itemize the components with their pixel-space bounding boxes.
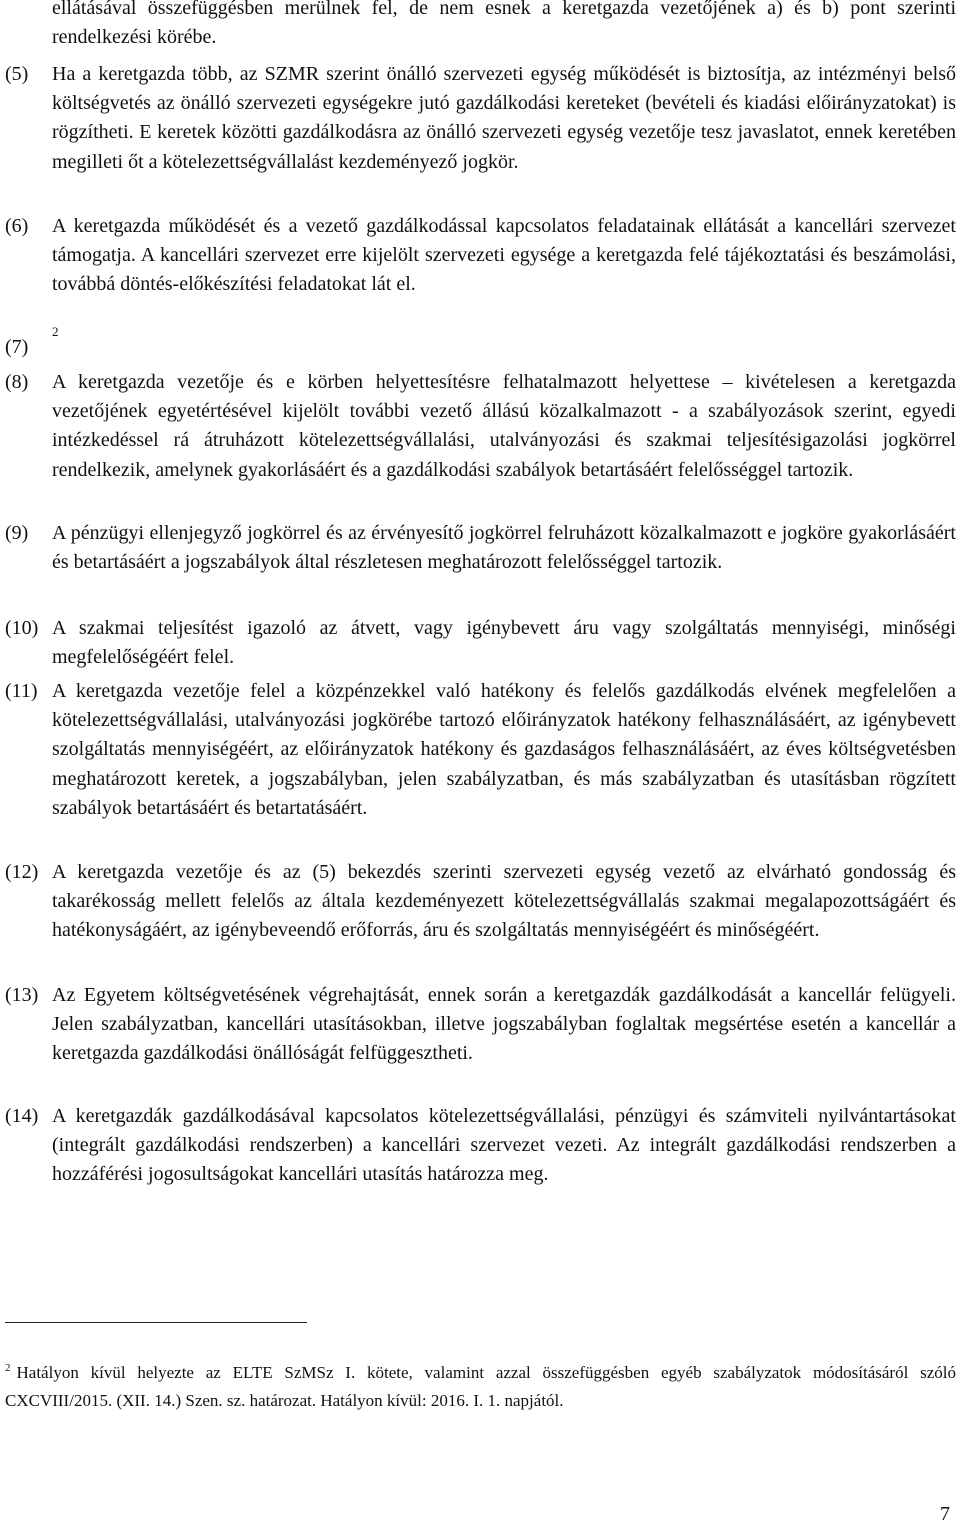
paragraph-number: (5): [5, 63, 29, 85]
paragraph-text: [52, 325, 956, 355]
paragraph-text: A keretgazda működését és a vezető gazdálkodással kapcsolatos feladatainak ellátását a kancellári szervezet támogatja. A kancellári szervezet erre kijelölt szervezeti egysége a keretgazda felé tájékoztatási és beszámolási, továbbá döntés-előkészítési feladatokat lát el.: [52, 215, 956, 296]
paragraph-text: Az Egyetem költségvetésének végrehajtását, ennek során a keretgazdák gazdálkodását a kancellár felügyeli. Jelen szabályzatban, kancellári utasításokban, illetve jogszabályban foglaltak megsértése esetén a kancellár a keretgazda gazdálkodási önállóságát felfüggesztheti.: [52, 984, 956, 1065]
paragraph-number: (12): [5, 861, 39, 883]
footnote: [5, 1360, 956, 1413]
paragraph-number: (8): [5, 371, 29, 393]
paragraph-text: A pénzügyi ellenjegyző jogkörrel és az érvényesítő jogkörrel felruházott közalkalmazott e jogköre gyakorlásáért és betartásáért a jogszabályok által részletesen meghatározott felelősséggel tartozik.: [52, 522, 956, 574]
paragraph-number: (14): [5, 1105, 39, 1127]
paragraph-number: (7): [5, 336, 29, 358]
page-number: 7: [940, 1503, 950, 1525]
paragraph-number: (6): [5, 215, 29, 237]
footnote-text: Hatályon kívül helyezte az ELTE SzMSz I. kötete, valamint azzal összefüggésben egyéb szabályzatok módosításáról szóló CXCVIII/2015. (XII. 14.) Szen. sz. határozat. Hatályon kívül: 2016. I. 1. napjától.: [5, 1363, 956, 1410]
paragraph-text: A keretgazdák gazdálkodásával kapcsolatos kötelezettségvállalási, pénzügyi és számviteli nyilvántartásokat (integrált gazdálkodási rendszerben) a kancellári szervezet vezeti. Az integrált gazdálkodási rendszerben a hozzáférési jogosultságokat kancellári utasítás határozza meg.: [52, 1105, 956, 1186]
footnote-reference[interactable]: 2: [52, 324, 59, 339]
paragraph-text: A keretgazda vezetője és e körben helyettesítésre felhatalmazott helyettese – kivételesen a keretgazda vezetőjének egyetértésével kijelölt további vezető állású közalkalmazott - a szabályozások szerint, egyedi intézkedéssel rá átruházott kötelezettségvállalási, utalványozási és szakmai teljesítésigazolási jogkörrel rendelkezik, amelynek gyakorlásáért és a gazdálkodási szabályok betartásáért felelősséggel tartozik.: [52, 371, 956, 481]
footnote-separator: [5, 1322, 307, 1323]
continuation-text: ellátásával összefüggésben merülnek fel, de nem esnek a keretgazda vezetőjének a) és b) pont szerinti rendelkezési körébe.: [52, 0, 956, 49]
paragraph-text: Ha a keretgazda több, az SZMR szerint önálló szervezeti egység működését is biztosítja, az intézményi belső költségvetés az önálló szervezeti egységekre jutó gazdálkodási kereteket (bevételi és kiadási előirányzatokat) is rögzítheti. E keretek közötti gazdálkodásra az önálló szervezeti egység vezetője tesz javaslatot, ennek keretében megilleti őt a kötelezettségvállalást kezdeményező jogkör.: [52, 63, 956, 173]
paragraph-text: A szakmai teljesítést igazoló az átvett, vagy igénybevett áru vagy szolgáltatás mennyiségi, minőségi megfelelőségéért felel.: [52, 617, 956, 669]
paragraph-number: (13): [5, 984, 39, 1006]
paragraph-number: (9): [5, 522, 29, 544]
paragraph-number: (11): [5, 680, 38, 702]
footnote-mark: 2: [5, 1362, 11, 1374]
paragraph-number: (10): [5, 617, 39, 639]
paragraph-text: A keretgazda vezetője és az (5) bekezdés szerinti szervezeti egység vezető az elvárható gondosság és takarékosság mellett felelős az általa kezdeményezett kötelezettségvállalás szakmai megalapozottságáért és hatékonyságáért, az igénybeveendő erőforrás, áru és szolgáltatás mennyiségéért és minőségéért.: [52, 861, 956, 942]
paragraph-text: A keretgazda vezetője felel a közpénzekkel való hatékony és felelős gazdálkodás elvének megfelelően a kötelezettségvállalási, utalványozási jogkörébe tartozó előirányzatok hatékony felhasználásáért, az igénybevett szolgáltatás mennyiségéért, az előirányzatok hatékony és gazdaságos felhasználásáért, az éves költségvetésben meghatározott keretek, a jogszabályban, jelen szabályzatban, és más szabályzatban és utasításban rögzített szabályok betartásáért és betartatásáért.: [52, 680, 956, 819]
